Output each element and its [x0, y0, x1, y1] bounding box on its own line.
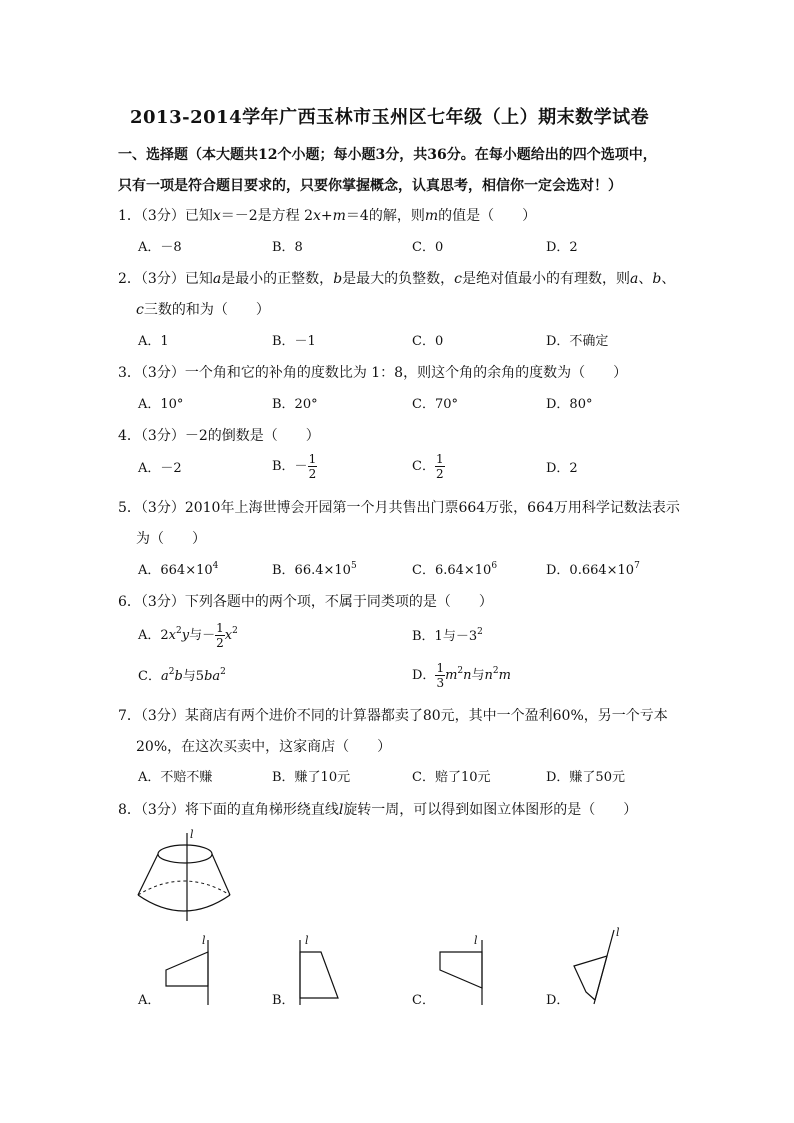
- q1-var: m: [332, 208, 346, 224]
- q1-option-b: B．8: [272, 240, 303, 255]
- q1-text: 1．（3分）已知: [118, 208, 213, 224]
- q1-text: ＝－2是方程 2: [220, 208, 313, 224]
- question-1: [118, 209, 536, 223]
- axis-label: l: [190, 828, 194, 841]
- q6-a-text: A．2: [138, 628, 169, 643]
- q7-option-a: A．不赔不赚: [138, 770, 213, 785]
- q2-var: a: [212, 271, 222, 287]
- q6-c-text: C．: [138, 669, 161, 684]
- q2-option-b: B．－1: [272, 334, 316, 349]
- q1-option-a: A．－8: [138, 240, 182, 255]
- q6-c-var: ba: [204, 669, 221, 684]
- frustum-side: [138, 854, 158, 895]
- q6-a-var: x: [168, 628, 177, 643]
- q7-option-b: B．赚了10元: [272, 770, 351, 785]
- frustum-top: [158, 845, 212, 863]
- q2-option-c: C．0: [412, 334, 444, 349]
- q6-d-var: n: [463, 668, 472, 683]
- q4-b-prefix: B．－: [272, 459, 308, 474]
- q7-option-c: C．赔了10元: [412, 770, 491, 785]
- q6-a-exp: 2: [232, 626, 238, 636]
- q1-text: 的值是（ ）: [438, 208, 537, 224]
- q6-option-d: [412, 662, 511, 689]
- q5-b-base: B．66.4×10: [272, 563, 351, 578]
- q6-d-exp: 2: [457, 666, 464, 676]
- section-header-line1: 一、选择题（本大题共12个小题；每小题3分，共36分。在每小题给出的四个选项中，: [118, 147, 657, 163]
- q6-d-exp: 2: [492, 666, 499, 676]
- axis-label: l: [616, 926, 620, 939]
- trapezoid: [166, 952, 208, 986]
- q6-c-exp: 2: [220, 667, 226, 677]
- trapezoid-d-figure: [566, 922, 636, 1012]
- fraction-denominator: 2: [435, 467, 444, 481]
- q6-b-exp: 2: [477, 627, 483, 637]
- q5-option-c: [412, 561, 498, 578]
- question-5: 5．（3分）2010年上海世博会开园第一个月共售出门票664万张，664万用科学记数法表示: [118, 500, 680, 516]
- axis-label: l: [202, 934, 206, 947]
- axis-label: l: [474, 934, 478, 947]
- q6-d-var: m: [445, 668, 458, 683]
- q6-c-var: a: [160, 669, 169, 684]
- q2-var: b: [333, 271, 343, 287]
- trapezoid-b-figure: [290, 930, 350, 1010]
- question-7: 7．（3分）某商店有两个进价不同的计算器都卖了80元，其中一个盈利60%，另一个亏本: [118, 708, 668, 724]
- frustum-side: [212, 854, 230, 895]
- q6-c-var: b: [174, 669, 183, 684]
- q3-option-c: C．70°: [412, 397, 458, 412]
- q8-var: l: [338, 802, 344, 818]
- q6-a-var: y: [181, 628, 190, 643]
- section-header-line2: 只有一项是符合题目要求的，只要你掌握概念，认真思考，相信你一定会选对！）: [118, 178, 622, 194]
- q5-a-exp: 4: [212, 561, 219, 571]
- q1-var: x: [313, 208, 321, 224]
- q5-option-d: [546, 561, 640, 578]
- fraction: [308, 453, 318, 480]
- q2-var: c: [136, 302, 144, 318]
- axis-label: l: [305, 934, 309, 947]
- q5-c-exp: 6: [491, 561, 498, 571]
- q2-text: 是最小的正整数，: [221, 271, 334, 287]
- question-6: 6．（3分）下列各题中的两个项，不属于同类项的是（ ）: [118, 594, 493, 610]
- q6-option-c: [138, 667, 226, 684]
- frustum-figure: [132, 825, 232, 925]
- q1-text: ＝4的解，则: [345, 208, 425, 224]
- q3-option-d: D．80°: [546, 397, 593, 412]
- q6-a-text: 与－: [189, 628, 216, 643]
- trapezoid-c-figure: [432, 930, 502, 1010]
- q8-option-d: D．: [546, 993, 570, 1008]
- fraction-denominator: 2: [308, 467, 317, 481]
- q1-text: +: [320, 208, 333, 224]
- q1-option-c: C．0: [412, 240, 444, 255]
- q3-option-a: A．10°: [138, 397, 184, 412]
- q4-option-a: A．－2: [138, 461, 182, 476]
- q2-option-d: D．不确定: [546, 334, 609, 349]
- q5-d-base: D．0.664×10: [546, 563, 635, 578]
- q1-var: x: [212, 208, 221, 224]
- fraction: [435, 662, 445, 689]
- q4-c-prefix: C．: [412, 459, 435, 474]
- page-title: 2013-2014学年广西玉林市玉州区七年级（上）期末数学试卷: [130, 107, 650, 128]
- frustum-bottom-front: [138, 895, 230, 911]
- q3-option-b: B．20°: [272, 397, 318, 412]
- q6-option-a: [138, 622, 238, 649]
- question-2-line2: [136, 303, 270, 317]
- q5-option-a: [138, 561, 219, 578]
- fraction: [435, 453, 445, 480]
- q8-option-a: A．: [138, 993, 161, 1008]
- q8-option-b: B．: [272, 993, 295, 1008]
- q6-d-var: m: [498, 668, 511, 683]
- fraction: [215, 622, 225, 649]
- frustum-bottom-back: [138, 881, 230, 895]
- q5-option-b: [272, 561, 357, 578]
- question-4: 4．（3分）－2的倒数是（ ）: [118, 428, 320, 444]
- q2-text: 、: [638, 271, 653, 287]
- q6-c-exp: 2: [168, 667, 175, 677]
- trapezoid: [440, 952, 482, 988]
- fraction-denominator: 2: [216, 636, 224, 650]
- q6-a-exp: 2: [176, 626, 182, 636]
- q5-c-base: C．6.64×10: [412, 563, 492, 578]
- q6-d-var: n: [484, 668, 493, 683]
- fraction-numerator: 1: [308, 452, 317, 466]
- q2-text: 2．（3分）已知: [118, 271, 213, 287]
- q2-option-a: A．1: [138, 334, 169, 349]
- q6-d-text: D．: [412, 668, 436, 683]
- q2-text: 三数的和为（ ）: [143, 302, 270, 318]
- q4-option-b: [272, 453, 317, 480]
- q2-var: b: [652, 271, 662, 287]
- q2-var: a: [630, 271, 639, 287]
- fraction-numerator: 1: [216, 621, 224, 635]
- q5-b-exp: 5: [350, 561, 357, 571]
- question-3: 3．（3分）一个角和它的补角的度数比为 1：8，则这个角的余角的度数为（ ）: [118, 365, 628, 381]
- q2-text: 是绝对值最小的有理数，则: [462, 271, 630, 287]
- question-5-line2: 为（ ）: [136, 531, 206, 547]
- q8-text: 8．（3分）将下面的直角梯形绕直线: [118, 802, 339, 818]
- q6-a-var: x: [224, 628, 233, 643]
- q5-d-exp: 7: [634, 561, 640, 571]
- q2-var: c: [454, 271, 462, 287]
- q2-text: 、: [661, 271, 676, 287]
- q6-c-text: 与5: [182, 669, 205, 684]
- trapezoid: [300, 952, 338, 998]
- fraction-numerator: 1: [435, 452, 444, 466]
- q6-d-text: 与: [471, 668, 485, 683]
- trapezoid-a-figure: [158, 930, 228, 1010]
- q4-option-d: D．2: [546, 461, 578, 476]
- q8-text: 旋转一周，可以得到如图立体图形的是（ ）: [343, 802, 638, 818]
- q2-text: 是最大的负整数，: [342, 271, 455, 287]
- q1-option-d: D．2: [546, 240, 578, 255]
- q6-option-b: [412, 627, 483, 644]
- question-8: [118, 803, 637, 817]
- q4-option-c: [412, 453, 445, 480]
- question-2: [118, 272, 675, 286]
- trapezoid: [574, 956, 607, 1000]
- q5-a-base: A．664×10: [138, 563, 213, 578]
- q6-b-text: B．1与－3: [412, 629, 478, 644]
- q8-option-c: C．: [412, 993, 435, 1008]
- fraction-denominator: 3: [436, 676, 445, 690]
- q1-var: m: [424, 208, 439, 224]
- q7-option-d: D．赚了50元: [546, 770, 625, 785]
- fraction-numerator: 1: [436, 661, 445, 675]
- question-7-line2: 20%，在这次买卖中，这家商店（ ）: [136, 739, 392, 755]
